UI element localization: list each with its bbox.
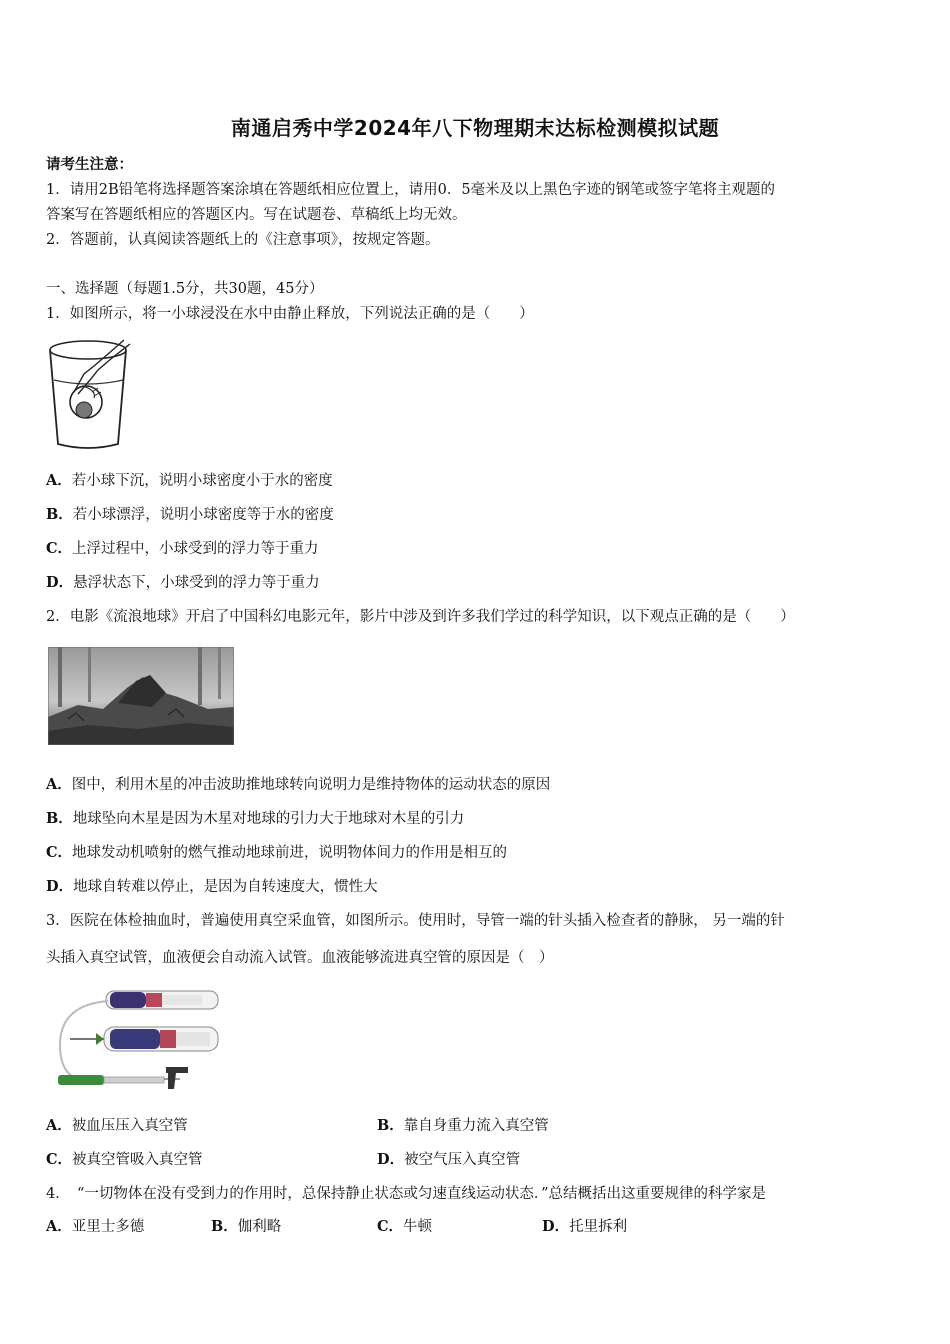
notice-item-1-cont: 答案写在答题纸相应的答题区内。写在试题卷、草稿纸上均无效。 [46, 207, 467, 223]
question-2-option-c[interactable]: C．地球发动机喷射的燃气推动地球前进，说明物体间力的作用是相互的 [46, 844, 508, 861]
question-1-option-c[interactable]: C．上浮过程中，小球受到的浮力等于重力 [46, 540, 319, 557]
question-4-option-c[interactable]: C．牛顿 [377, 1218, 433, 1235]
question-1-option-b[interactable]: B．若小球漂浮，说明小球密度等于水的密度 [46, 506, 334, 523]
notice-item-1: 1．请用2B铅笔将选择题答案涂填在答题纸相应位置上，请用0．5毫米及以上黑色字迹的钢笔或签字笔将主观题的 [46, 182, 776, 198]
question-3-option-b[interactable]: B．靠自身重力流入真空管 [377, 1117, 549, 1134]
notice-heading: 请考生注意： [46, 156, 133, 173]
question-1-option-a[interactable]: A．若小球下沉，说明小球密度小于水的密度 [46, 472, 333, 489]
question-4-option-d[interactable]: D．托里拆利 [542, 1218, 628, 1235]
question-2-option-a[interactable]: A．图中，利用木星的冲击波助推地球转向说明力是维持物体的运动状态的原因 [46, 776, 551, 793]
notice-item-2: 2．答题前，认真阅读答题纸上的《注意事项》，按规定答题。 [46, 232, 440, 248]
question-4-option-b[interactable]: B．伽利略 [211, 1218, 282, 1235]
vacuum-blood-tube-figure [50, 985, 222, 1095]
question-3-stem-line-1: 3．医院在体检抽血时，普遍使用真空采血管，如图所示。使用时，导管一端的针头插入检查者的静脉， 另一端的针 [46, 913, 785, 929]
question-1-option-d[interactable]: D．悬浮状态下，小球受到的浮力等于重力 [46, 574, 320, 591]
question-4-stem: 4． “一切物体在没有受到力的作用时，总保持静止状态或匀速直线运动状态．”总结概括出这重要规律的科学家是 [46, 1186, 767, 1202]
beaker-with-ball-figure [46, 336, 134, 452]
question-1-stem: 1．如图所示，将一小球浸没在水中由静止释放，下列说法正确的是（ ） [46, 306, 534, 322]
question-4-option-a[interactable]: A．亚里士多德 [46, 1218, 145, 1235]
question-3-option-c[interactable]: C．被真空管吸入真空管 [46, 1151, 203, 1168]
question-2-option-d[interactable]: D．地球自转难以停止，是因为自转速度大，惯性大 [46, 878, 378, 895]
page-title: 南通启秀中学2024年八下物理期末达标检测模拟试题 [230, 116, 720, 140]
section-heading: 一、选择题（每题1.5分，共30题，45分） [46, 281, 324, 297]
question-3-option-a[interactable]: A．被血压压入真空管 [46, 1117, 188, 1134]
question-3-stem-line-2: 头插入真空试管，血液便会自动流入试管。血液能够流进真空管的原因是（ ） [46, 950, 554, 966]
wandering-earth-film-still [48, 647, 234, 745]
question-3-option-d[interactable]: D．被空气压入真空管 [377, 1151, 521, 1168]
question-2-option-b[interactable]: B．地球坠向木星是因为木星对地球的引力大于地球对木星的引力 [46, 810, 465, 827]
question-2-stem: 2．电影《流浪地球》开启了中国科幻电影元年，影片中涉及到许多我们学过的科学知识，以下观点正确的是（ ） [46, 609, 795, 625]
